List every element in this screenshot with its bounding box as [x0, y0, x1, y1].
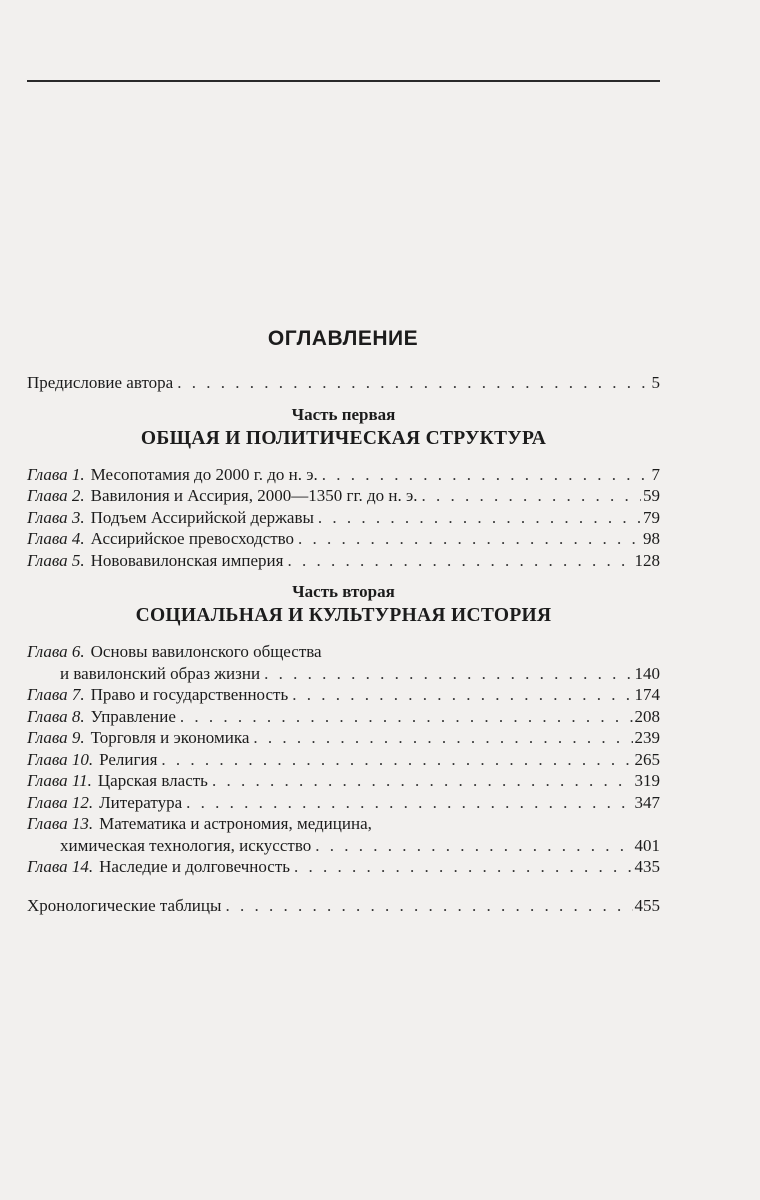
- dot-leader: [212, 770, 633, 792]
- table-of-contents: [27, 372, 660, 916]
- entry-title: Математика и астрономия, медицина,: [99, 814, 372, 833]
- page-number: 455: [634, 895, 660, 915]
- page-number: 319: [634, 771, 660, 790]
- entry-title: Месопотамия до 2000 г. до н. э.: [90, 464, 318, 484]
- entry-title-continuation: и вавилонский образ жизни: [60, 663, 261, 683]
- section-gap: [27, 878, 660, 895]
- part-label: Часть вторая: [292, 582, 395, 601]
- toc-entry-chapter[interactable]: [27, 706, 660, 728]
- page-number: 7: [651, 464, 660, 484]
- toc-entry-chapter[interactable]: [27, 485, 660, 507]
- entry-title-continuation: химическая технология, искусство: [60, 835, 312, 855]
- entry-title: Ассирийское превосходство: [90, 529, 295, 548]
- toc-entry-chapter[interactable]: [27, 749, 660, 771]
- part-title: СОЦИАЛЬНАЯ И КУЛЬТУРНАЯ ИСТОРИЯ: [135, 605, 552, 626]
- page-number: 347: [634, 792, 660, 812]
- entry-title: Основы вавилонского общества: [90, 642, 322, 661]
- dot-leader: [294, 856, 632, 878]
- chapter-number: Глава 4.: [27, 529, 85, 548]
- chapter-number: Глава 6.: [27, 642, 85, 661]
- chapter-number: Глава 7.: [27, 685, 85, 704]
- entry-title: Царская власть: [97, 771, 208, 790]
- toc-entry-chapter[interactable]: [27, 550, 660, 572]
- dot-leader: [186, 792, 632, 814]
- entry-title: Право и государственность: [90, 685, 289, 704]
- page-number: 128: [634, 550, 660, 570]
- page-number: 401: [634, 835, 660, 855]
- page-number: 140: [634, 663, 660, 683]
- chapter-number: Глава 3.: [27, 507, 85, 527]
- entry-title: Предисловие автора: [27, 373, 174, 392]
- toc-entry-chapter[interactable]: [27, 684, 660, 706]
- entry-title: Управление: [90, 706, 176, 726]
- chapter-number: Глава 2.: [27, 486, 85, 505]
- chapter-number: Глава 12.: [27, 792, 94, 812]
- page-number: 59: [643, 486, 660, 505]
- page-number: 5: [651, 373, 660, 392]
- dot-leader: [318, 507, 641, 529]
- dot-leader: [422, 485, 641, 507]
- chapter-number: Глава 9.: [27, 728, 85, 747]
- toc-entry-chapter-first-line[interactable]: [27, 641, 660, 663]
- part-label: Часть первая: [291, 404, 396, 424]
- page-number: 435: [634, 857, 660, 876]
- toc-entry-chapter[interactable]: [27, 528, 660, 550]
- dot-leader: [298, 528, 641, 550]
- toc-entry-chapter[interactable]: [27, 727, 660, 749]
- dot-leader: [180, 706, 633, 728]
- entry-title: Вавилония и Ассирия, 2000—1350 гг. до н. э.: [90, 486, 418, 505]
- dot-leader: [253, 727, 632, 749]
- toc-entry-chapter[interactable]: [27, 770, 660, 792]
- part-title: ОБЩАЯ И ПОЛИТИЧЕСКАЯ СТРУКТУРА: [140, 427, 547, 449]
- chapter-number: Глава 5.: [27, 550, 85, 570]
- page-number: 98: [643, 529, 660, 548]
- dot-leader: [177, 372, 649, 394]
- dot-leader: [161, 749, 632, 771]
- chapter-number: Глава 11.: [27, 771, 92, 790]
- page-number: 79: [643, 507, 660, 527]
- toc-entry-chapter[interactable]: [27, 856, 660, 878]
- dot-leader: [322, 464, 650, 486]
- dot-leader: [225, 895, 632, 917]
- chapter-number: Глава 10.: [27, 749, 94, 769]
- toc-entry-chapter[interactable]: [27, 464, 660, 486]
- page-number: 174: [634, 685, 660, 704]
- toc-entry-chapter-continuation[interactable]: [27, 663, 660, 685]
- entry-title: Торговля и экономика: [90, 728, 250, 747]
- toc-entry-chapter[interactable]: [27, 507, 660, 529]
- entry-title: Хронологические таблицы: [27, 895, 222, 915]
- dot-leader: [292, 684, 632, 706]
- header-rule: [27, 80, 660, 82]
- page-number: 265: [634, 749, 660, 769]
- chapter-number: Глава 14.: [27, 857, 94, 876]
- toc-entry-preface[interactable]: [27, 372, 660, 394]
- dot-leader: [287, 550, 632, 572]
- chapter-number: Глава 1.: [27, 464, 85, 484]
- chapter-number: Глава 13.: [27, 814, 94, 833]
- entry-title: Наследие и долговечность: [99, 857, 291, 876]
- page-number: 208: [634, 706, 660, 726]
- dot-leader: [315, 835, 632, 857]
- page-title: ОГЛАВЛЕНИЕ: [267, 327, 419, 350]
- entry-title: Нововавилонская империя: [90, 550, 284, 570]
- toc-entry-chapter[interactable]: [27, 792, 660, 814]
- page-number: 239: [634, 728, 660, 747]
- entry-title: Религия: [99, 749, 158, 769]
- entry-title: Подъем Ассирийской державы: [90, 507, 314, 527]
- toc-entry-chronology[interactable]: [27, 895, 660, 917]
- toc-entry-chapter-continuation[interactable]: [27, 835, 660, 857]
- entry-title: Литература: [99, 792, 183, 812]
- chapter-number: Глава 8.: [27, 706, 85, 726]
- dot-leader: [264, 663, 632, 685]
- toc-entry-chapter-first-line[interactable]: [27, 813, 660, 835]
